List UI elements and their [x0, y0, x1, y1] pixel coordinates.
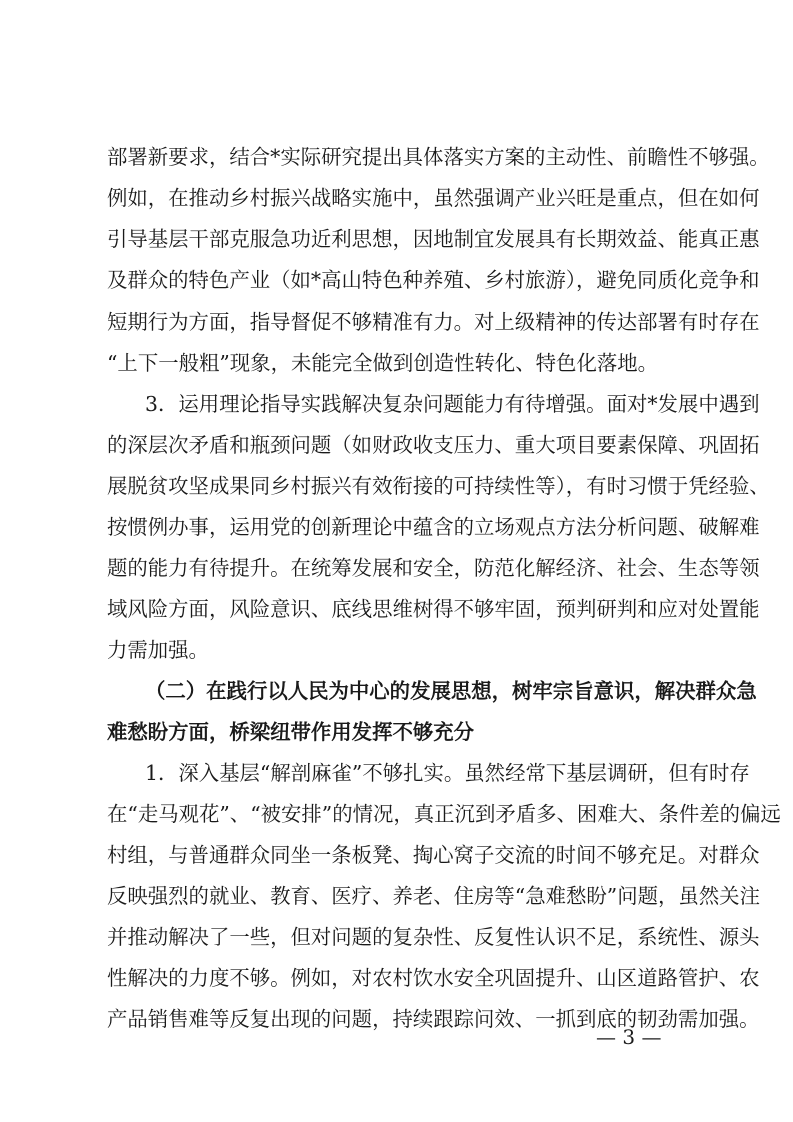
section-heading-line: 难愁盼方面，桥梁纽带作用发挥不够充分 — [107, 720, 475, 744]
paragraph-line: 短期行为方面，指导督促不够精准有力。对上级精神的传达部署有时存在 — [107, 310, 760, 334]
paragraph-line: 部署新要求，结合*实际研究提出具体落实方案的主动性、前瞻性不够强。 — [107, 145, 770, 169]
paragraph-line: 展脱贫攻坚成果同乡村振兴有效衔接的可持续性等），有时习惯于凭经验、 — [107, 474, 770, 498]
paragraph-line: 及群众的特色产业（如*高山特色种养殖、乡村旅游），避免同质化竞争和 — [107, 268, 760, 292]
item-3-heading-line: 3．运用理论指导实践解决复杂问题能力有待增强。面对*发展中遇到 — [145, 392, 760, 416]
paragraph-line: 的深层次矛盾和瓶颈问题（如财政收支压力、重大项目要素保障、巩固拓 — [107, 433, 760, 457]
paragraph-line: 域风险方面，风险意识、底线思维树得不够牢固，预判研判和应对处置能 — [107, 597, 760, 621]
section-heading-line: （二）在践行以人民为中心的发展思想，树牢宗旨意识，解决群众急 — [145, 679, 757, 703]
paragraph-line: 性解决的力度不够。例如，对农村饮水安全巩固提升、山区道路管护、农 — [107, 966, 760, 990]
paragraph-line: 例如，在推动乡村振兴战略实施中，虽然强调产业兴旺是重点，但在如何 — [107, 186, 760, 210]
paragraph-line: 在“走马观花”、“被安排”的情况，真正沉到矛盾多、困难大、条件差的偏远 — [107, 802, 781, 826]
paragraph-line: 产品销售难等反复出现的问题，持续跟踪问效、一抓到底的韧劲需加强。 — [107, 1007, 760, 1031]
paragraph-line: “上下一般粗”现象，未能完全做到创造性转化、特色化落地。 — [107, 351, 659, 375]
paragraph-line: 力需加强。 — [107, 638, 209, 662]
paragraph-line: 并推动解决了一些，但对问题的复杂性、反复性认识不足，系统性、源头 — [107, 925, 760, 949]
paragraph-line: 题的能力有待提升。在统筹发展和安全，防范化解经济、社会、生态等领 — [107, 556, 760, 580]
item-1-heading-line: 1．深入基层“解剖麻雀”不够扎实。虽然经常下基层调研，但有时存 — [145, 761, 750, 785]
paragraph-line: 按惯例办事，运用党的创新理论中蕴含的立场观点方法分析问题、破解难 — [107, 515, 760, 539]
paragraph-line: 村组，与普通群众同坐一条板凳、掏心窝子交流的时间不够充足。对群众 — [107, 843, 760, 867]
page-number: — 3 — — [596, 1025, 662, 1049]
paragraph-line: 反映强烈的就业、教育、医疗、养老、住房等“急难愁盼”问题，虽然关注 — [107, 884, 760, 908]
paragraph-line: 引导基层干部克服急功近利思想，因地制宜发展具有长期效益、能真正惠 — [107, 227, 760, 251]
